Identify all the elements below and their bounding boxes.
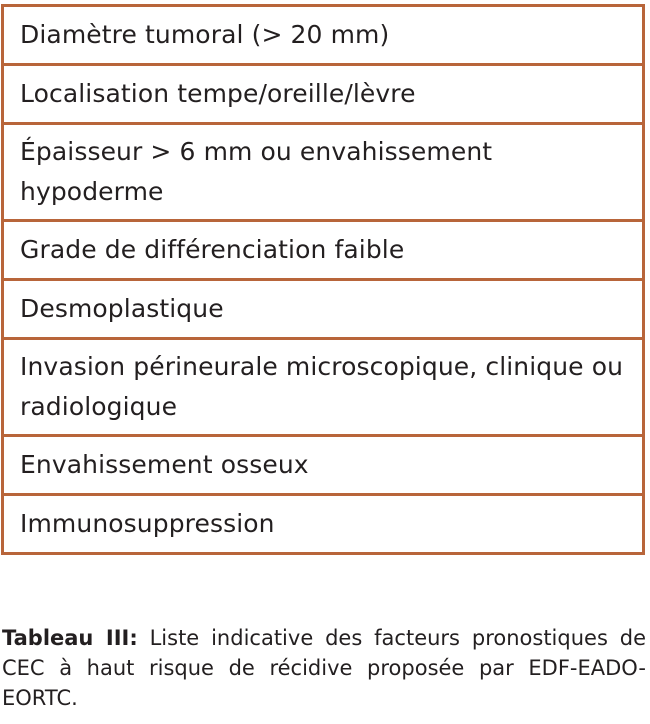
table-row	[3, 124, 644, 221]
caption-label: Tableau III:	[2, 626, 138, 650]
table-caption	[2, 623, 646, 713]
table-cell: Desmoplastique	[3, 280, 644, 339]
table-row	[3, 436, 644, 495]
table-row	[3, 339, 644, 436]
table-cell: Envahissement osseux	[3, 436, 644, 495]
table-row	[3, 6, 644, 65]
table-row	[3, 221, 644, 280]
table-cell: Épaisseur > 6 mm ou envahissement hypoderme	[3, 124, 644, 221]
table-row	[3, 65, 644, 124]
table-row	[3, 280, 644, 339]
table-cell: Grade de différenciation faible	[3, 221, 644, 280]
caption-text: Liste indicative des facteurs pronostiques de CEC à haut risque de récidive proposée par EDF-EADO-EORTC.	[2, 626, 646, 710]
table-row	[3, 495, 644, 554]
table-cell: Invasion périneurale microscopique, clinique ou radiologique	[3, 339, 644, 436]
table-cell: Localisation tempe/oreille/lèvre	[3, 65, 644, 124]
risk-factors-table	[1, 4, 645, 555]
table-cell: Immunosuppression	[3, 495, 644, 554]
table-cell: Diamètre tumoral (> 20 mm)	[3, 6, 644, 65]
